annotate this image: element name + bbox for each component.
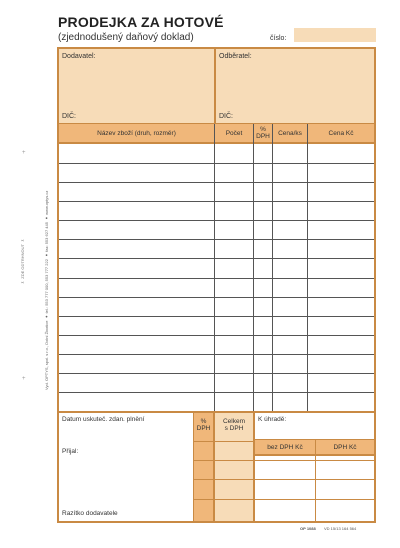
number-label: číslo: (270, 35, 287, 42)
bottom-row-line (193, 479, 374, 480)
bottom-divider (213, 413, 215, 521)
table-row[interactable] (59, 258, 374, 277)
supplier-box[interactable] (59, 49, 214, 123)
document-title: PRODEJKA ZA HOTOVÉ (58, 14, 224, 30)
column-header-item-name: Název zboží (druh, rozměr) (97, 130, 176, 137)
customer-label: Odběratel: (219, 53, 252, 60)
customer-dic-label: DIČ: (219, 113, 233, 120)
customer-box[interactable] (216, 49, 374, 123)
table-row[interactable] (59, 182, 374, 201)
table-row[interactable] (59, 316, 374, 335)
hole-mark: + (22, 376, 26, 382)
vat-amount-label: DPH Kč (333, 444, 357, 451)
total-with-vat-label: Celkem s DPH (222, 418, 246, 432)
without-vat-label: bez DPH Kč (267, 444, 303, 451)
column-header-price: Cena Kč (328, 130, 354, 137)
publisher-info: Vyd. OPTYS, spol. s r.o., Dolní Životice ● tel.: 553 777 000, 553 777 222 ● fax: 553 627 445 ● www.optys.cz (44, 190, 49, 390)
supplier-stamp-label: Razítko dodavatele (62, 510, 118, 517)
party-divider (214, 49, 216, 124)
column-header-vat-percent: % DPH (256, 126, 270, 140)
bottom-divider (193, 413, 194, 521)
hole-mark: + (22, 150, 26, 156)
column-header-unit-price: Cena/ks (278, 130, 302, 137)
document-subtitle: (zjednodušený daňový doklad) (58, 32, 194, 43)
table-row[interactable] (59, 392, 374, 411)
amount-to-pay-label: K úhradě: (258, 416, 287, 423)
table-row[interactable] (59, 163, 374, 182)
table-row[interactable] (59, 297, 374, 316)
supplier-dic-label: DIČ: (62, 113, 76, 120)
number-field[interactable] (294, 28, 376, 42)
table-row[interactable] (59, 201, 374, 220)
received-by-label: Přijal: (62, 448, 79, 455)
table-row[interactable] (59, 373, 374, 392)
bottom-divider (253, 413, 255, 521)
bottom-row-line (193, 441, 255, 442)
tear-off-line-label: ✂ ZDE ODTRHNOUT ✂ (20, 238, 25, 285)
supplier-label: Dodavatel: (62, 53, 96, 60)
table-row[interactable] (59, 220, 374, 239)
table-row[interactable] (59, 354, 374, 373)
column-header-quantity: Počet (225, 130, 243, 137)
bottom-row-line (193, 499, 374, 500)
form-version: VD 15/13 164 564 (324, 526, 357, 531)
table-row[interactable] (59, 335, 374, 354)
form-code: OP 1088 (300, 526, 316, 531)
table-row[interactable] (59, 278, 374, 297)
vat-percent-label: % DPH (196, 418, 211, 432)
table-row[interactable] (59, 239, 374, 258)
bottom-row-line (193, 460, 374, 461)
totals-divider (315, 440, 316, 521)
date-of-supply-label: Datum uskuteč. zdan. plnění (62, 416, 145, 423)
table-row[interactable] (59, 144, 374, 163)
